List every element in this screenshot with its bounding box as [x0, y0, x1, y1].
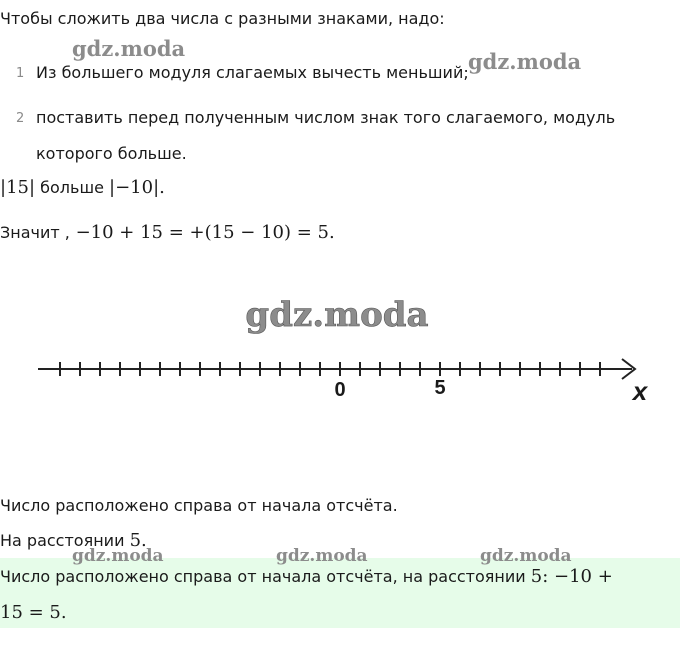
watermark-logo: gdz.moda [276, 546, 368, 566]
conclusion-expression: −10 + 15 = +(15 − 10) = 5. [69, 222, 335, 243]
watermark-logo: gdz.moda [468, 49, 582, 74]
axis-label-x: x [632, 376, 648, 406]
answer-line-2: 15 = 5. [0, 602, 67, 623]
tick-label-five: 5 [434, 377, 446, 399]
distance-text: На расстоянии [0, 531, 130, 550]
intro-text: Чтобы сложить два числа с разными знаками, надо: [0, 9, 445, 28]
distance-value: 5 [129, 530, 142, 551]
tick-label-zero: 0 [334, 379, 346, 401]
compare-end: . [159, 177, 165, 198]
watermark-logo: gdz.moda [480, 546, 572, 566]
step-text: Из большего модуля слагаемых вычесть меньший; [36, 63, 469, 82]
number-line-figure [0, 290, 680, 410]
answer-math-1: 5: −10 + [530, 566, 613, 587]
step-number: 1 [16, 66, 25, 81]
distance-end: . [141, 530, 147, 551]
watermark-logo: gdz.moda [72, 546, 164, 566]
step-text-line2: которого больше. [36, 144, 187, 163]
step-number: 2 [16, 111, 25, 126]
answer-text: Число расположено справа от начала отсчёта, на расстоянии [0, 567, 531, 586]
answer-line-1 [0, 566, 613, 587]
abs-minus-ten: |−10| [109, 177, 160, 198]
watermark-logo: gdz.moda [72, 36, 186, 61]
conclusion-prefix: Значит , [0, 223, 70, 242]
position-text: Число расположено справа от начала отсчёта. [0, 496, 398, 515]
abs-fifteen: |15| [0, 177, 36, 198]
compare-word: больше [35, 178, 110, 197]
comparison-line [0, 177, 165, 198]
conclusion-line [0, 222, 335, 243]
number-line-watermark: gdz.moda [245, 295, 429, 335]
step-text-line1: поставить перед полученным числом знак того слагаемого, модуль [36, 108, 616, 127]
